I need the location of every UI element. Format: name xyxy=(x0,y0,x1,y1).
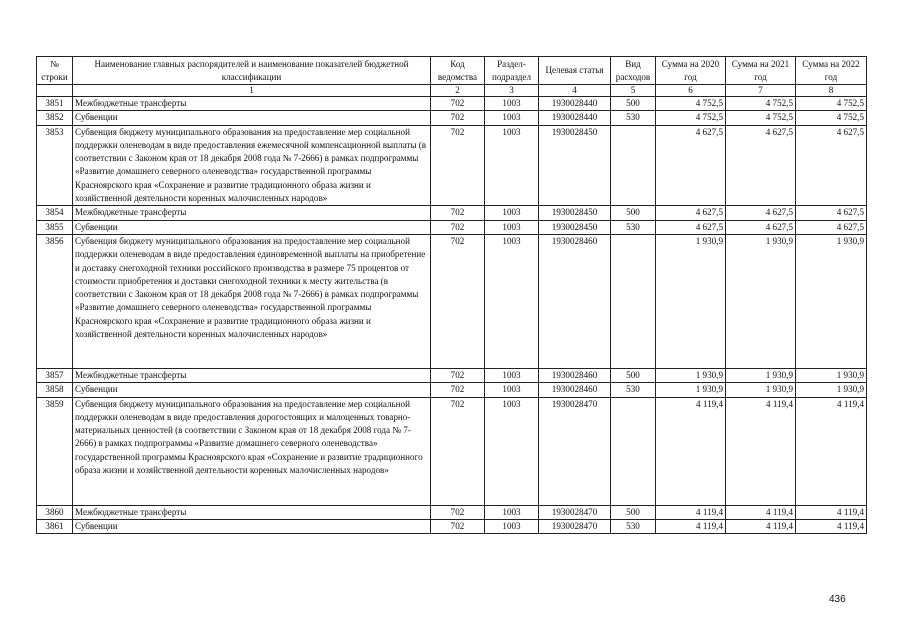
table-row xyxy=(37,505,867,519)
row-section: 1003 xyxy=(485,220,539,234)
row-section: 1003 xyxy=(485,505,539,519)
row-expense-type: 500 xyxy=(611,368,656,382)
row-sum-2020: 1 930,9 xyxy=(656,234,726,368)
row-number: 3854 xyxy=(37,206,73,220)
row-sum-2021: 1 930,9 xyxy=(726,368,796,382)
row-sum-2022: 4 752,5 xyxy=(796,97,867,111)
row-section: 1003 xyxy=(485,97,539,111)
row-department-code: 702 xyxy=(431,206,485,220)
row-sum-2020: 4 119,4 xyxy=(656,519,726,533)
row-sum-2021: 4 752,5 xyxy=(726,111,796,125)
row-target-article: 1930028440 xyxy=(539,97,611,111)
header-department-code: Код ведомства xyxy=(431,57,485,85)
table-row xyxy=(37,383,867,397)
column-number: 4 xyxy=(539,85,611,97)
header-row-number: № строки xyxy=(37,57,73,85)
row-sum-2020: 4 119,4 xyxy=(656,505,726,519)
row-sum-2021: 1 930,9 xyxy=(726,234,796,368)
row-sum-2022: 4 752,5 xyxy=(796,111,867,125)
row-expense-type: 500 xyxy=(611,505,656,519)
header-target-article: Целевая статья xyxy=(539,57,611,85)
row-target-article: 1930028460 xyxy=(539,368,611,382)
row-expense-type xyxy=(611,125,656,206)
row-sum-2022: 1 930,9 xyxy=(796,383,867,397)
column-number: 1 xyxy=(73,85,431,97)
header-section: Раздел-подраздел xyxy=(485,57,539,85)
header-expense-type: Вид расходов xyxy=(611,57,656,85)
row-section: 1003 xyxy=(485,125,539,206)
row-expense-type: 530 xyxy=(611,220,656,234)
row-name: Субвенции xyxy=(73,111,431,125)
row-name: Субвенции xyxy=(73,519,431,533)
table-row xyxy=(37,220,867,234)
column-number: 8 xyxy=(796,85,867,97)
row-expense-type xyxy=(611,234,656,368)
row-name: Субвенция бюджету муниципального образования на предоставление мер социальной поддержки оленеводам в виде предоставления ежемесячной компенсационной выплаты (в соответствии с Законом края от 18 декабря 2008 года № 7-2666) в рамках подпрограммы «Развитие домашнего северного оленеводства» государственной программы Красноярского края «Сохранение и развитие традиционного образа жизни и хозяйственной деятельности коренных малочисленных народов» xyxy=(73,125,431,206)
row-department-code: 702 xyxy=(431,111,485,125)
row-department-code: 702 xyxy=(431,397,485,505)
row-section: 1003 xyxy=(485,519,539,533)
row-department-code: 702 xyxy=(431,97,485,111)
column-number: 7 xyxy=(726,85,796,97)
budget-table xyxy=(36,56,867,534)
column-number: 3 xyxy=(485,85,539,97)
row-name: Субвенция бюджету муниципального образования на предоставление мер социальной поддержки оленеводам в виде предоставления дорогостоящих и малоценных товарно-материальных ценностей (в соответствии с Законом края от 18 декабря 2008 года № 7-2666) в рамках подпрограммы «Развитие домашнего северного оленеводства» государственной программы Красноярского края «Сохранение и развитие традиционного образа жизни и хозяйственной деятельности коренных малочисленных народов» xyxy=(73,397,431,505)
row-department-code: 702 xyxy=(431,505,485,519)
row-number: 3852 xyxy=(37,111,73,125)
row-number: 3861 xyxy=(37,519,73,533)
row-name: Межбюджетные трансферты xyxy=(73,505,431,519)
row-target-article: 1930028460 xyxy=(539,383,611,397)
row-sum-2021: 4 752,5 xyxy=(726,97,796,111)
row-department-code: 702 xyxy=(431,519,485,533)
table-row xyxy=(37,206,867,220)
row-target-article: 1930028470 xyxy=(539,519,611,533)
row-sum-2021: 4 119,4 xyxy=(726,505,796,519)
row-sum-2021: 4 119,4 xyxy=(726,397,796,505)
table-row xyxy=(37,111,867,125)
row-target-article: 1930028450 xyxy=(539,206,611,220)
row-expense-type: 530 xyxy=(611,383,656,397)
row-sum-2020: 4 752,5 xyxy=(656,111,726,125)
row-section: 1003 xyxy=(485,111,539,125)
table-row xyxy=(37,125,867,206)
row-number: 3857 xyxy=(37,368,73,382)
column-number: 5 xyxy=(611,85,656,97)
row-number: 3851 xyxy=(37,97,73,111)
row-name: Субвенция бюджету муниципального образования на предоставление мер социальной поддержки оленеводам в виде предоставления единовременной выплаты на приобретение и доставку снегоходной техники российского производства в размере 75 процентов от стоимости приобретения и доставки снегоходной техники к месту жительства (в соответствии с Законом края от 18 декабря 2008 года № 7-2666) в рамках подпрограммы «Развитие домашнего северного оленеводства» государственной программы Красноярского края «Сохранение и развитие традиционного образа жизни и хозяйственной деятельности коренных малочисленных народов» xyxy=(73,234,431,368)
row-department-code: 702 xyxy=(431,125,485,206)
row-target-article: 1930028470 xyxy=(539,397,611,505)
row-section: 1003 xyxy=(485,397,539,505)
row-expense-type: 500 xyxy=(611,206,656,220)
row-sum-2020: 4 627,5 xyxy=(656,220,726,234)
table-row xyxy=(37,234,867,368)
table-row xyxy=(37,519,867,533)
row-number: 3856 xyxy=(37,234,73,368)
row-department-code: 702 xyxy=(431,234,485,368)
table-row xyxy=(37,97,867,111)
header-name: Наименование главных распорядителей и наименование показателей бюджетной классификации xyxy=(73,57,431,85)
column-number-row xyxy=(37,85,867,97)
row-name: Субвенции xyxy=(73,383,431,397)
row-target-article: 1930028450 xyxy=(539,220,611,234)
table-row xyxy=(37,368,867,382)
row-section: 1003 xyxy=(485,234,539,368)
page-number: 436 xyxy=(829,594,846,605)
header-sum-2020: Сумма на 2020 год xyxy=(656,57,726,85)
row-sum-2021: 4 627,5 xyxy=(726,125,796,206)
row-target-article: 1930028440 xyxy=(539,111,611,125)
row-department-code: 702 xyxy=(431,383,485,397)
row-number: 3858 xyxy=(37,383,73,397)
row-sum-2022: 4 119,4 xyxy=(796,505,867,519)
row-department-code: 702 xyxy=(431,220,485,234)
row-number: 3859 xyxy=(37,397,73,505)
row-sum-2020: 4 119,4 xyxy=(656,397,726,505)
row-sum-2021: 4 119,4 xyxy=(726,519,796,533)
row-sum-2021: 4 627,5 xyxy=(726,206,796,220)
row-name: Межбюджетные трансферты xyxy=(73,368,431,382)
row-section: 1003 xyxy=(485,383,539,397)
row-expense-type: 530 xyxy=(611,111,656,125)
row-expense-type: 530 xyxy=(611,519,656,533)
row-sum-2022: 4 627,5 xyxy=(796,206,867,220)
row-name: Межбюджетные трансферты xyxy=(73,206,431,220)
row-sum-2020: 4 627,5 xyxy=(656,206,726,220)
table-row xyxy=(37,397,867,505)
row-number: 3855 xyxy=(37,220,73,234)
row-number: 3860 xyxy=(37,505,73,519)
column-number: 6 xyxy=(656,85,726,97)
row-target-article: 1930028470 xyxy=(539,505,611,519)
row-target-article: 1930028460 xyxy=(539,234,611,368)
row-sum-2020: 4 752,5 xyxy=(656,97,726,111)
column-number: 2 xyxy=(431,85,485,97)
row-section: 1003 xyxy=(485,206,539,220)
header-row xyxy=(37,57,867,85)
row-number: 3853 xyxy=(37,125,73,206)
header-sum-2022: Сумма на 2022 год xyxy=(796,57,867,85)
row-expense-type: 500 xyxy=(611,97,656,111)
row-sum-2022: 4 119,4 xyxy=(796,397,867,505)
row-name: Субвенции xyxy=(73,220,431,234)
column-number xyxy=(37,85,73,97)
row-target-article: 1930028450 xyxy=(539,125,611,206)
row-sum-2022: 1 930,9 xyxy=(796,368,867,382)
row-sum-2020: 1 930,9 xyxy=(656,383,726,397)
row-section: 1003 xyxy=(485,368,539,382)
row-sum-2021: 4 627,5 xyxy=(726,220,796,234)
row-name: Межбюджетные трансферты xyxy=(73,97,431,111)
row-sum-2020: 4 627,5 xyxy=(656,125,726,206)
header-sum-2021: Сумма на 2021 год xyxy=(726,57,796,85)
row-sum-2022: 1 930,9 xyxy=(796,234,867,368)
row-sum-2021: 1 930,9 xyxy=(726,383,796,397)
row-sum-2020: 1 930,9 xyxy=(656,368,726,382)
row-sum-2022: 4 627,5 xyxy=(796,220,867,234)
row-sum-2022: 4 627,5 xyxy=(796,125,867,206)
row-expense-type xyxy=(611,397,656,505)
row-department-code: 702 xyxy=(431,368,485,382)
row-sum-2022: 4 119,4 xyxy=(796,519,867,533)
